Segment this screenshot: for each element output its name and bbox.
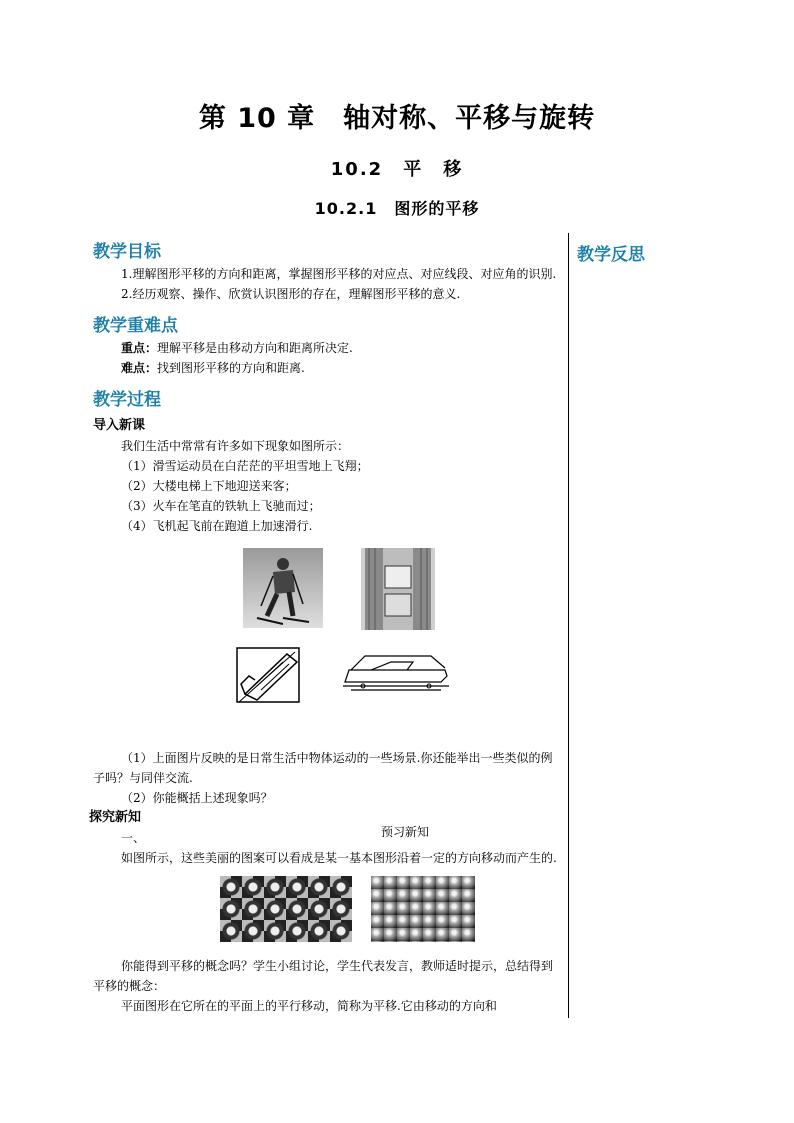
intro-text: 我们生活中常常有许多如下现象如图所示： [121,439,350,453]
difficult-point [93,358,563,378]
part-number: 一、 [121,831,146,845]
intro-heading: 导入新课 [93,418,146,433]
example-3: （3）火车在笔直的铁轨上飞驰而过； [121,499,321,513]
question-2: （2）你能概括上述现象吗？ [121,791,273,805]
key-point [93,338,563,358]
goal-item-1: 1.理解图形平移的方向和距离，掌握图形平移的对应点、对应线段、对应角的识别. [121,267,557,281]
reflection-heading: 教学反思 [577,245,645,265]
column-divider [568,233,569,1018]
concept-text: 你能得到平移的概念吗？学生小组讨论，学生代表发言，教师适时提示，总结得到平移的概念： [93,959,554,993]
keypoints-heading: 教学重难点 [93,316,178,336]
difficult-label: 难点： [121,361,158,375]
definition-text: 平面图形在它所在的平面上的平行移动，简称为平移.它由移动的方向和 [121,999,497,1013]
goal-item-2: 2.经历观察、操作、欣赏认识图形的存在，理解图形平移的意义. [121,287,461,301]
pattern-text: 如图所示，这些美丽的图案可以看成是某一基本图形沿着一定的方向移动而产生的. [121,851,557,865]
elevator-image [361,548,435,630]
question-1: （1）上面图片反映的是日常生活中物体运动的一些场景.你还能举出一些类似的例子吗？与同伴交流. [93,751,553,785]
pattern-image-1 [220,876,352,942]
preview-line [93,825,563,848]
process-heading: 教学过程 [93,390,161,410]
key-text: 理解平移是由移动方向和距离所决定. [157,341,353,355]
main-content [89,240,563,1016]
example-4: （4）飞机起飞前在跑道上加速滑行. [121,519,313,533]
example-images [93,548,563,748]
example-2: （2）大楼电梯上下地迎送来客； [121,479,297,493]
section-title: 10.2 平 移 [330,159,464,180]
example-1: （1）滑雪运动员在白茫茫的平坦雪地上飞翔； [121,459,369,473]
goals-heading: 教学目标 [93,242,161,262]
pattern-image-2 [371,876,475,942]
explore-heading: 探究新知 [89,810,142,825]
airplane-image [341,648,451,694]
part-title: 预习新知 [381,825,430,839]
key-label: 重点： [121,341,158,355]
difficult-text: 找到图形平移的方向和距离. [157,361,305,375]
pattern-images [93,876,563,952]
subsection-title: 10.2.1 图形的平移 [314,199,480,218]
train-image [235,640,303,706]
skier-image [243,548,323,628]
chapter-title: 第 10 章 轴对称、平移与旋转 [198,103,596,134]
